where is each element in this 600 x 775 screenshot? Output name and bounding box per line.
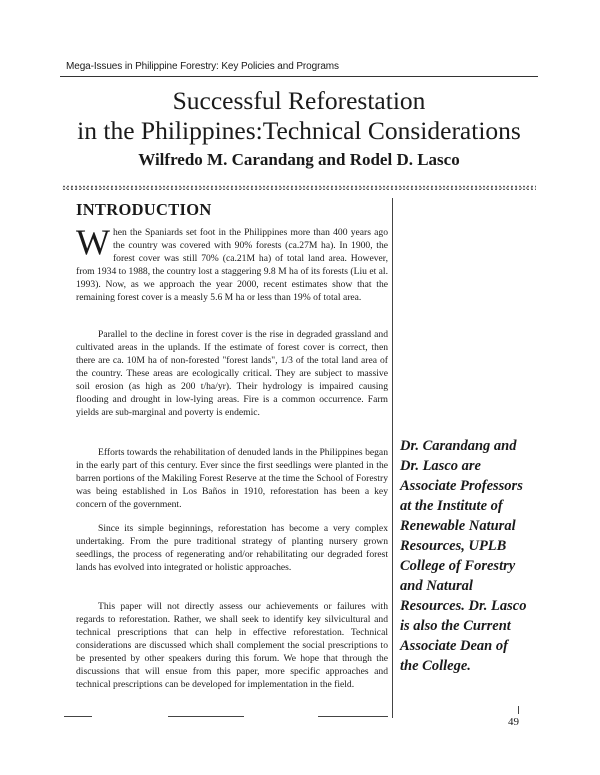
title-line-1: Successful Reforestation xyxy=(172,86,426,115)
footer-rule-middle xyxy=(168,716,244,717)
footer-rule-right xyxy=(318,716,388,717)
page-title xyxy=(60,86,538,146)
paragraph-5-text: This paper will not directly assess our achievements or failures with regards to reforestation. Rather, we shall seek to identify key silvicultural and technical prescriptions that can help in effective reforestation. Technical considerations are discussed which shall complement the social prescriptions to be presented by other speakers during this forum. We hope that through the discussions that will ensue from this paper, more specific approaches and technical prescriptions can be developed for implementation in the field. xyxy=(76,601,388,690)
footer-rule-left xyxy=(64,716,92,717)
column-divider xyxy=(392,198,393,718)
paragraph-4 xyxy=(76,522,388,574)
paragraph-3 xyxy=(76,446,388,511)
title-line-2: in the Philippines:Technical Considerations xyxy=(77,116,521,145)
paragraph-5 xyxy=(76,600,388,691)
header-rule xyxy=(60,76,538,77)
page-number-tick xyxy=(518,706,519,714)
page-number: 49 xyxy=(508,716,519,728)
paragraph-2-text: Parallel to the decline in forest cover is the rise in degraded grassland and cultivated areas in the uplands. If the estimate of forest cover is correct, then there are ca. 10M ha of non-forested "forest lands", 1/3 of the total land area of the country. These areas are ecologically critical. They are subject to massive soil erosion (as high as 200 t/ha/yr). Their hydrology is impaired causing flooding and drought in low-lying areas. Fire is a common occurrence. Farm yields are sub-marginal and poverty is endemic. xyxy=(76,329,388,418)
paragraph-1-text: hen the Spaniards set foot in the Philippines more than 400 years ago the country was covered with 90% forests (ca.27M ha). In 1900, the forest cover was still 70% (ca.21M ha) of total land area. However, from 1934 to 1988, the country lost a staggering 9.8 M ha of its forests (Liu et al. 1993). Now, as we approach the year 2000, recent estimates show that the remaining forest cover is a measly 5.6 M ha or less than 19% of total area. xyxy=(76,227,388,303)
paragraph-3-text: Efforts towards the rehabilitation of denuded lands in the Philippines began in the early part of this century. Ever since the first seedlings were planted in the barren portions of the Makiling Forest Reserve at the time the School of Forestry was being established in Los Baños in 1910, reforestation has been a key concern of the government. xyxy=(76,447,388,510)
running-head: Mega-Issues in Philippine Forestry: Key Policies and Programs xyxy=(66,61,339,72)
paragraph-1 xyxy=(76,222,388,304)
paragraph-2 xyxy=(76,328,388,419)
paragraph-4-text: Since its simple beginnings, reforestation has become a very complex undertaking. From the pure traditional strategy of planting nursery grown seedlings, the process of regenerating and/or rehabilitating our degraded forest lands has evolved into integrated or holistic approaches. xyxy=(76,523,388,573)
decorative-divider xyxy=(62,185,536,190)
section-heading: INTRODUCTION xyxy=(76,200,212,219)
drop-cap: W xyxy=(76,222,110,262)
authors: Wilfredo M. Carandang and Rodel D. Lasco xyxy=(138,150,460,169)
author-bio-sidebar: Dr. Carandang and Dr. Lasco are Associate Professors at the Institute of Renewable Natural Resources, UPLB College of Forestry and Natural Resources. Dr. Lasco is also the Current Associate Dean of the College. xyxy=(400,438,527,674)
